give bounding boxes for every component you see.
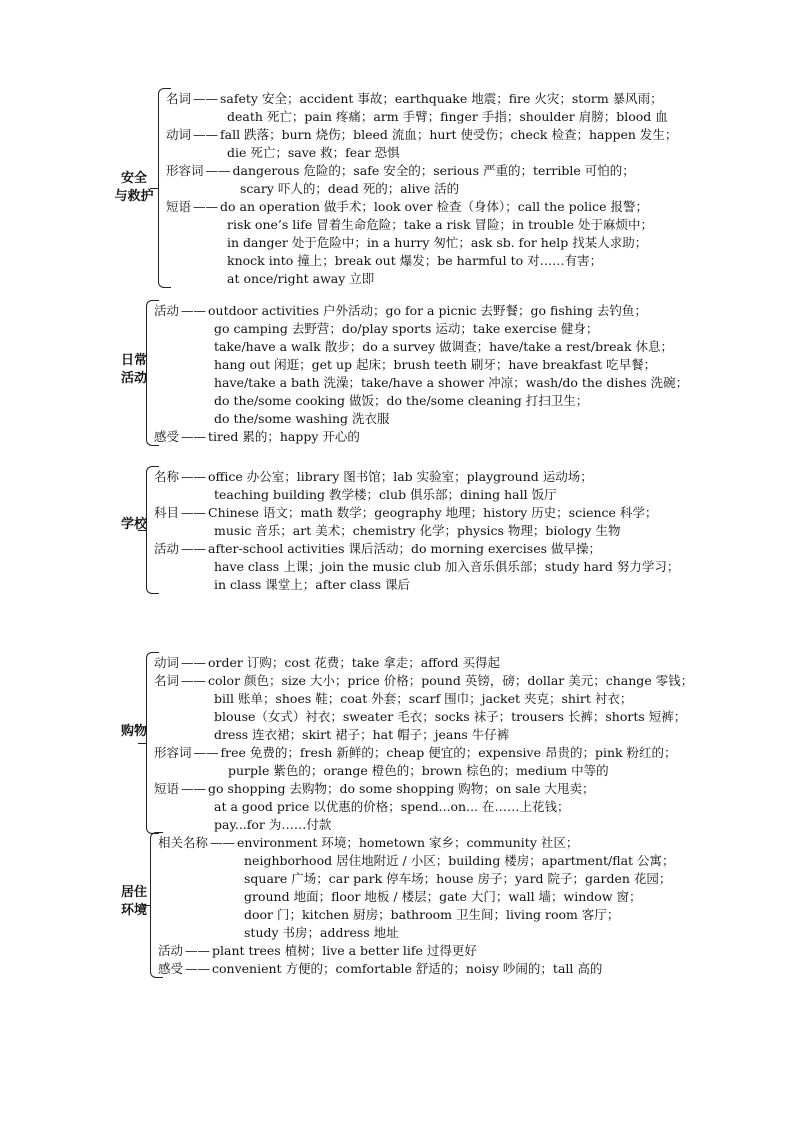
group-continuation-line	[227, 108, 668, 126]
group-continuation-line	[244, 924, 399, 942]
group-continuation-line	[227, 252, 602, 270]
group-continuation-line	[214, 690, 632, 708]
group-dash: ——	[181, 469, 207, 484]
group-first-line	[158, 960, 602, 978]
vocab-text: in class 课堂上；after class 课后	[214, 577, 410, 592]
section-title: 学校	[120, 517, 148, 532]
vocab-text: square 广场；car park 停车场；house 房子；yard 院子；garden 花园；	[244, 871, 672, 886]
vocab-text: neighborhood 居住地附近 / 小区；building 楼房；apartment/flat 公寓；	[244, 853, 675, 868]
group-first-line	[154, 302, 647, 320]
group-label: 科目	[154, 505, 180, 520]
vocab-text: office 办公室；library 图书馆；lab 实验室；playground 运动场；	[208, 469, 593, 484]
group-dash: ——	[205, 163, 231, 178]
vocab-text: color 颜色；size 大小；price 价格；pound 英镑，磅；dollar 美元；change 零钱；	[208, 673, 694, 688]
group-continuation-line	[214, 410, 390, 428]
vocab-text: dress 连衣裙；skirt 裙子；hat 帽子；jeans 牛仔裤	[214, 727, 510, 742]
group-continuation-line	[214, 392, 588, 410]
group-continuation-line	[244, 888, 642, 906]
group-label: 感受	[158, 961, 184, 976]
group-first-line	[166, 90, 663, 108]
group-continuation-line	[244, 870, 671, 888]
vocab-text: knock into 撞上；break out 爆发；be harmful to 对……有害；	[227, 253, 603, 268]
vocab-text: risk one’s life 冒着生命危险；take a risk 冒险；in trouble 处于麻烦中；	[227, 217, 654, 232]
vocab-text: have/take a bath 洗澡；take/have a shower 冲凉；wash/do the dishes 洗碗；	[214, 375, 689, 390]
section-title: 日常 活动	[120, 353, 148, 386]
group-first-line	[166, 126, 677, 144]
group-first-line	[154, 428, 360, 446]
group-first-line	[154, 672, 693, 690]
group-label: 活动	[154, 303, 180, 318]
vocab-text: dangerous 危险的；safe 安全的；serious 严重的；terrible 可怕的；	[232, 163, 635, 178]
vocab-text: go camping 去野营；do/play sports 运动；take exercise 健身；	[214, 321, 599, 336]
group-dash: ——	[185, 961, 211, 976]
group-label: 形容词	[154, 745, 192, 760]
vocab-text: study 书房；address 地址	[244, 925, 399, 940]
vocab-text: order 订购；cost 花费；take 拿走；afford 买得起	[208, 655, 501, 670]
vocab-text: purple 紫色的；orange 橙色的；brown 棕色的；medium 中等的	[228, 763, 609, 778]
group-first-line	[154, 780, 595, 798]
group-first-line	[154, 540, 601, 558]
group-first-line	[154, 468, 593, 486]
group-dash: ——	[181, 429, 207, 444]
group-first-line	[166, 162, 635, 180]
group-continuation-line	[214, 798, 570, 816]
group-dash: ——	[193, 91, 219, 106]
group-dash: ——	[193, 745, 219, 760]
vocab-text: go shopping 去购物；do some shopping 购物；on sale 大甩卖；	[208, 781, 595, 796]
group-continuation-line	[244, 852, 675, 870]
vocab-text: door 门；kitchen 厨房；bathroom 卫生间；living room 客厅；	[244, 907, 620, 922]
section-title: 居住 环境	[120, 885, 148, 918]
vocab-text: environment 环境；hometown 家乡；community 社区；	[237, 835, 579, 850]
group-first-line	[154, 504, 657, 522]
group-first-line	[154, 654, 500, 672]
group-label: 名词	[154, 673, 180, 688]
group-continuation-line	[214, 320, 598, 338]
group-continuation-line	[214, 374, 688, 392]
group-first-line	[158, 834, 578, 852]
vocab-text: blouse（女式）衬衣；sweater 毛衣；socks 袜子；trousers 长裤；shorts 短裤；	[214, 709, 687, 724]
section-title: 购物	[120, 724, 148, 739]
vocab-text: do the/some washing 洗衣服	[214, 411, 390, 426]
vocab-text: in danger 处于危险中；in a hurry 匆忙；ask sb. for help 找某人求助；	[227, 235, 648, 250]
group-label: 动词	[154, 655, 180, 670]
group-continuation-line	[227, 270, 374, 288]
group-continuation-line	[214, 816, 331, 834]
vocab-text: bill 账单；shoes 鞋；coat 外套；scarf 围巾；jacket 夹克；shirt 衬衣；	[214, 691, 633, 706]
vocab-text: after-school activities 课后活动；do morning exercises 做早操；	[208, 541, 601, 556]
vocab-text: scary 吓人的；dead 死的；alive 活的	[240, 181, 460, 196]
group-continuation-line	[214, 356, 656, 374]
group-dash: ——	[181, 655, 207, 670]
vocab-text: hang out 闲逛；get up 起床；brush teeth 刷牙；have breakfast 吃早餐；	[214, 357, 657, 372]
vocab-text: tired 累的；happy 开心的	[208, 429, 360, 444]
vocab-text: free 免费的；fresh 新鲜的；cheap 便宜的；expensive 昂贵的；pink 粉红的；	[220, 745, 677, 760]
group-label: 活动	[154, 541, 180, 556]
group-first-line	[166, 198, 648, 216]
group-continuation-line	[214, 558, 679, 576]
group-dash: ——	[181, 541, 207, 556]
group-continuation-line	[214, 486, 557, 504]
vocab-text: pay...for 为……付款	[214, 817, 332, 832]
vocab-text: do an operation 做手术；look over 检查（身体）；call the police 报警；	[220, 199, 648, 214]
group-label: 感受	[154, 429, 180, 444]
group-continuation-line	[244, 906, 619, 924]
group-continuation-line	[227, 216, 653, 234]
vocab-text: fall 跌落；burn 烧伤；bleed 流血；hurt 使受伤；check 检查；happen 发生；	[220, 127, 678, 142]
vocab-text: at once/right away 立即	[227, 271, 375, 286]
group-dash: ——	[181, 781, 207, 796]
group-continuation-line	[214, 338, 673, 356]
vocab-text: take/have a walk 散步；do a survey 做调查；have/take a rest/break 休息；	[214, 339, 673, 354]
vocab-text: do the/some cooking 做饭；do the/some cleaning 打扫卫生；	[214, 393, 589, 408]
group-continuation-line	[227, 234, 647, 252]
group-label: 活动	[158, 943, 184, 958]
vocab-text: death 死亡；pain 疼痛；arm 手臂；finger 手指；shoulder 肩膀；blood 血	[227, 109, 668, 124]
group-dash: ——	[181, 673, 207, 688]
group-label: 形容词	[166, 163, 204, 178]
vocab-text: convenient 方便的；comfortable 舒适的；noisy 吵闹的；tall 高的	[212, 961, 603, 976]
group-first-line	[158, 942, 477, 960]
group-first-line	[154, 744, 677, 762]
group-continuation-line	[227, 144, 400, 162]
vocab-text: plant trees 植树；live a better life 过得更好	[212, 943, 477, 958]
group-label: 名称	[154, 469, 180, 484]
vocab-text: have class 上课；join the music club 加入音乐俱乐部；study hard 努力学习；	[214, 559, 680, 574]
vocab-text: ground 地面；floor 地板 / 楼层；gate 大门；wall 墙；window 窗；	[244, 889, 642, 904]
group-dash: ——	[181, 505, 207, 520]
vocab-text: teaching building 教学楼；club 俱乐部；dining hall 饭厅	[214, 487, 557, 502]
group-label: 相关名称	[158, 835, 209, 850]
group-dash: ——	[181, 303, 207, 318]
group-continuation-line	[228, 762, 609, 780]
group-label: 名词	[166, 91, 192, 106]
group-dash: ——	[185, 943, 211, 958]
vocab-text: music 音乐；art 美术；chemistry 化学；physics 物理；biology 生物	[214, 523, 621, 538]
group-dash: ——	[193, 199, 219, 214]
section-title: 安全 与救护	[114, 171, 154, 204]
section-brace	[146, 300, 159, 446]
section-brace	[158, 88, 171, 288]
group-label: 短语	[154, 781, 180, 796]
group-dash: ——	[210, 835, 236, 850]
group-continuation-line	[214, 522, 620, 540]
vocab-text: outdoor activities 户外活动；go for a picnic 去野餐；go fishing 去钓鱼；	[208, 303, 647, 318]
group-continuation-line	[214, 576, 410, 594]
vocab-text: safety 安全；accident 事故；earthquake 地震；fire 火灾；storm 暴风雨；	[220, 91, 663, 106]
group-label: 动词	[166, 127, 192, 142]
group-dash: ——	[193, 127, 219, 142]
group-continuation-line	[240, 180, 459, 198]
group-continuation-line	[214, 726, 509, 744]
vocab-text: die 死亡；save 救；fear 恐惧	[227, 145, 400, 160]
group-continuation-line	[214, 708, 686, 726]
group-label: 短语	[166, 199, 192, 214]
vocab-text: Chinese 语文；math 数学；geography 地理；history 历史；science 科学；	[208, 505, 658, 520]
vocab-text: at a good price 以优惠的价格；spend...on... 在……上花钱；	[214, 799, 570, 814]
